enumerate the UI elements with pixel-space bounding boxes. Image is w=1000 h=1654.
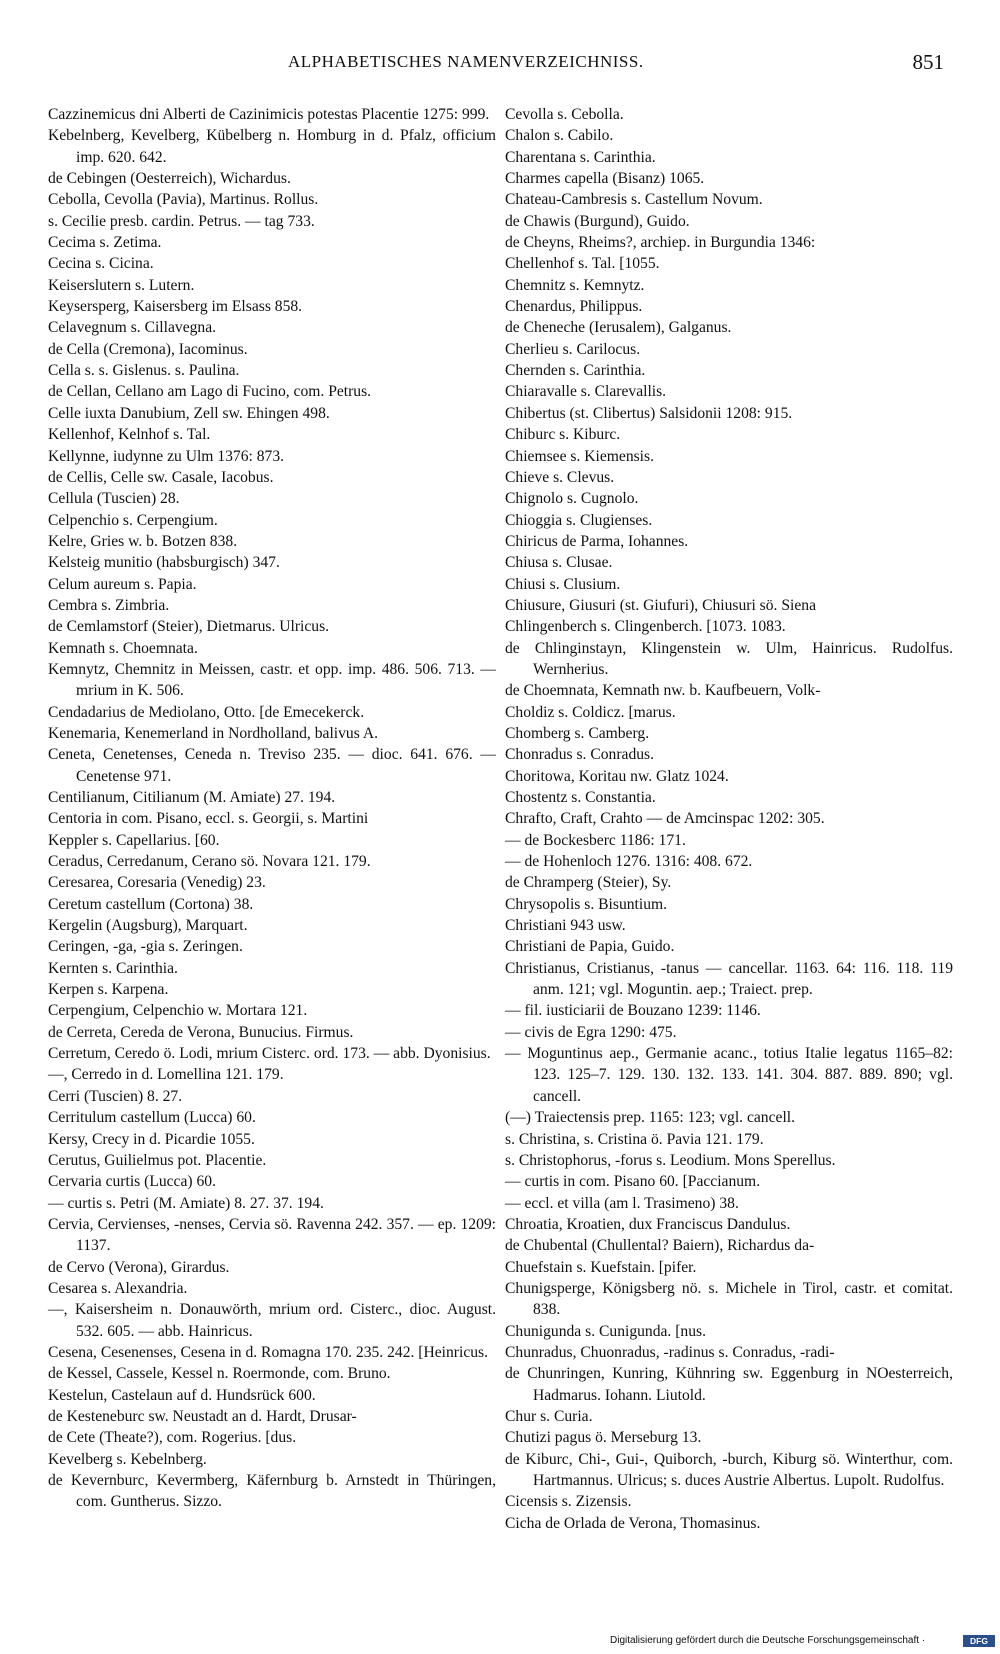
index-entry: Chellenhof s. Tal. [1055. xyxy=(505,255,660,273)
footer-credit: Digitalisierung gefördert durch die Deutsche Forschungsgemeinschaft · xyxy=(610,1635,926,1646)
page-number: 851 xyxy=(912,50,944,74)
index-entry: Choritowa, Koritau nw. Glatz 1024. xyxy=(505,767,729,785)
index-entry: — curtis in com. Pisano 60. [Paccianum. xyxy=(505,1173,761,1191)
index-entry: — curtis s. Petri (M. Amiate) 8. 27. 37. 194. xyxy=(48,1194,324,1212)
index-entry: Cerpengium, Celpenchio w. Mortara 121. xyxy=(48,1002,308,1020)
index-entry: Christiani de Papia, Guido. xyxy=(505,938,675,956)
index-entry: Kenemaria, Kenemerland in Nordholland, balivus A. xyxy=(48,724,378,742)
index-entry: Ceresarea, Coresaria (Venedig) 23. xyxy=(48,874,266,892)
index-entry: de Cellan, Cellano am Lago di Fucino, com. Petrus. xyxy=(48,383,372,401)
index-entry: Cendadarius de Mediolano, Otto. [de Emecekerck. xyxy=(48,703,365,721)
index-entry: Cecina s. Cicina. xyxy=(48,255,154,273)
index-entry: s. Christina, s. Cristina ö. Pavia 121. 179. xyxy=(505,1130,764,1148)
index-entry: Kergelin (Augsburg), Marquart. xyxy=(48,917,248,935)
index-entry: de Kevernburc, Kevermberg, Käfernburg b. Arnstedt in Thüringen, com. Guntherus. Sizzo. xyxy=(48,1472,496,1511)
index-entry: de Cellis, Celle sw. Casale, Iacobus. xyxy=(48,468,274,486)
index-entry: Cerritulum castellum (Lucca) 60. xyxy=(48,1109,256,1127)
index-entry: (—) Traiectensis prep. 1165: 123; vgl. cancell. xyxy=(505,1109,796,1127)
index-entry: de Chramperg (Steier), Sy. xyxy=(505,874,672,892)
index-entry: Centilianum, Citilianum (M. Amiate) 27. 194. xyxy=(48,789,336,806)
index-entry: Chiusa s. Clusae. xyxy=(505,554,613,572)
index-entry: Celle iuxta Danubium, Zell sw. Ehingen 498. xyxy=(48,404,330,422)
index-entry: Chateau-Cambresis s. Castellum Novum. xyxy=(505,191,763,209)
index-entry: s. Christophorus, -forus s. Leodium. Mons Sperellus. xyxy=(505,1151,836,1169)
index-entry: Chunradus, Chuonradus, -radinus s. Conradus, -radi- xyxy=(505,1343,835,1361)
index-entry: —, Cerredo in d. Lomellina 121. 179. xyxy=(48,1066,284,1084)
index-entry: Chiricus de Parma, Iohannes. xyxy=(505,532,689,550)
index-entry: Chur s. Curia. xyxy=(505,1407,593,1425)
index-entry: Chiusi s. Clusium. xyxy=(505,575,621,593)
index-entry: de Cebingen (Oesterreich), Wichardus. xyxy=(48,170,291,188)
index-entry: Chioggia s. Clugienses. xyxy=(505,511,653,529)
index-entry: de Chubental (Chullental? Baiern), Richardus da- xyxy=(505,1237,815,1255)
index-entry: — eccl. et villa (am l. Trasimeno) 38. xyxy=(505,1194,739,1212)
index-entry: Celum aureum s. Papia. xyxy=(48,575,197,593)
index-entry: Kevelberg s. Kebelnberg. xyxy=(48,1450,207,1468)
index-entry: de Kiburc, Chi-, Gui-, Quiborch, -burch, Kiburg sö. Winterthur, com. Hartmannus. Ulricus; s. duces Austrie Albertus. Lupolt. Rudolfus. xyxy=(505,1450,953,1489)
index-entry: Choldiz s. Coldicz. [marus. xyxy=(505,703,676,721)
index-entry: Kemnytz, Chemnitz in Meissen, castr. et opp. imp. 486. 506. 713. — mrium in K. 506. xyxy=(48,660,496,700)
index-entry: Keiserslutern s. Lutern. xyxy=(48,276,195,294)
index-entry: Kellenhof, Kelnhof s. Tal. xyxy=(48,426,211,444)
index-entry: Chemnitz s. Kemnytz. xyxy=(505,276,645,294)
index-entry: Chalon s. Cabilo. xyxy=(505,127,614,145)
index-entry: de Chunringen, Kunring, Kühnring sw. Eggenburg in NOesterreich, Hadmarus. Iohann. Liutold. xyxy=(505,1365,953,1404)
index-entry: Chignolo s. Cugnolo. xyxy=(505,490,639,508)
index-entry: de Cemlamstorf (Steier), Dietmarus. Ulricus. xyxy=(48,618,330,636)
index-entry: Cellula (Tuscien) 28. xyxy=(48,490,180,508)
index-entry: Kelre, Gries w. b. Botzen 838. xyxy=(48,532,238,550)
index-entry: Kersy, Crecy in d. Picardie 1055. xyxy=(48,1130,255,1148)
index-entry: Ceretum castellum (Cortona) 38. xyxy=(48,895,254,913)
index-entry: de Choemnata, Kemnath nw. b. Kaufbeuern, Volk- xyxy=(505,682,821,700)
footer xyxy=(610,1635,995,1649)
index-entry: Cesarea s. Alexandria. xyxy=(48,1279,188,1297)
index-entry: Christiani 943 usw. xyxy=(505,917,626,935)
index-entry: Kebelnberg, Kevelberg, Kübelberg n. Homburg in d. Pfalz, officium imp. 620. 642. xyxy=(48,127,496,166)
index-entry: Chroatia, Kroatien, dux Franciscus Dandulus. xyxy=(505,1215,791,1233)
index-entry: Kelsteig munitio (habsburgisch) 347. xyxy=(48,554,280,572)
index-entry: Chonradus s. Conradus. xyxy=(505,746,655,764)
left-column xyxy=(48,104,496,1513)
index-entry: Keysersperg, Kaisersberg im Elsass 858. xyxy=(48,298,303,316)
index-entry: de Chawis (Burgund), Guido. xyxy=(505,212,690,230)
index-entry: — civis de Egra 1290: 475. xyxy=(505,1023,677,1041)
index-entry: Cicha de Orlada de Verona, Thomasinus. xyxy=(505,1514,761,1532)
index-entry: Chernden s. Carinthia. xyxy=(505,362,646,380)
index-entry: Chiemsee s. Kiemensis. xyxy=(505,447,654,465)
dfg-logo: DFG xyxy=(963,1635,995,1647)
index-entry: de Kesteneburc sw. Neustadt an d. Hardt, Drusar- xyxy=(48,1407,357,1425)
index-entry: Kestelun, Castelaun auf d. Hundsrück 600. xyxy=(48,1386,316,1404)
index-entry: Cerretum, Ceredo ö. Lodi, mrium Cisterc. ord. 173. — abb. Dyonisius. xyxy=(48,1045,491,1063)
right-column xyxy=(505,104,953,1534)
page-header xyxy=(48,50,944,76)
index-entry: Cella s. s. Gislenus. s. Paulina. xyxy=(48,362,240,380)
index-entry: Cevolla s. Cebolla. xyxy=(505,106,624,123)
index-entry: Ceradus, Cerredanum, Cerano sö. Novara 121. 179. xyxy=(48,853,371,871)
index-entry: Chieve s. Clevus. xyxy=(505,468,615,486)
index-entry: Cazzinemicus dni Alberti de Cazinimicis potestas Placentie 1275: 999. xyxy=(48,106,490,123)
index-entry: Cesena, Cesenenses, Cesena in d. Romagna 170. 235. 242. [Heinricus. xyxy=(48,1343,488,1361)
index-entry: de Cheyns, Rheims?, archiep. in Burgundia 1346: xyxy=(505,234,816,252)
index-entry: Kemnath s. Choemnata. xyxy=(48,639,198,657)
index-entry: — de Bockesberc 1186: 171. xyxy=(505,831,686,849)
index-entry: de Cerreta, Cereda de Verona, Bunucius. Firmus. xyxy=(48,1023,354,1041)
index-entry: — de Hohenloch 1276. 1316: 408. 672. xyxy=(505,853,753,871)
index-entry: Chunigsperge, Königsberg nö. s. Michele in Tirol, castr. et comitat. 838. xyxy=(505,1279,953,1319)
index-entry: s. Cecilie presb. cardin. Petrus. — tag 733. xyxy=(48,212,315,230)
index-entry: Chiaravalle s. Clarevallis. xyxy=(505,383,667,401)
index-entry: Kellynne, iudynne zu Ulm 1376: 873. xyxy=(48,447,285,465)
index-entry: Cembra s. Zimbria. xyxy=(48,596,170,614)
index-entry: Chostentz s. Constantia. xyxy=(505,789,656,806)
index-entry: Cherlieu s. Carilocus. xyxy=(505,340,641,358)
index-entry: Chuefstain s. Kuefstain. [pifer. xyxy=(505,1258,697,1276)
index-entry: Cebolla, Cevolla (Pavia), Martinus. Rollus. xyxy=(48,191,319,209)
index-entry: Keppler s. Capellarius. [60. xyxy=(48,831,220,849)
index-entry: —, Kaisersheim n. Donauwörth, mrium ord. Cisterc., dioc. August. 532. 605. — abb. Hainricus. xyxy=(48,1301,496,1340)
index-entry: Chiburc s. Kiburc. xyxy=(505,426,621,444)
index-entry: Ceringen, -ga, -gia s. Zeringen. xyxy=(48,938,243,956)
index-entry: Chibertus (st. Clibertus) Salsidonii 1208: 915. xyxy=(505,404,793,422)
index-entry: Cervaria curtis (Lucca) 60. xyxy=(48,1173,216,1191)
index-entry: Chrysopolis s. Bisuntium. xyxy=(505,895,668,913)
index-entry: Charentana s. Carinthia. xyxy=(505,148,656,166)
index-entry: de Kessel, Cassele, Kessel n. Roermonde, com. Bruno. xyxy=(48,1365,391,1383)
index-entry: Cervia, Cervienses, -nenses, Cervia sö. Ravenna 242. 357. — ep. 1209: 1137. xyxy=(48,1215,496,1255)
page-title: ALPHABETISCHES NAMENVERZEICHNISS. xyxy=(288,52,644,71)
index-entry: de Cete (Theate?), com. Rogerius. [dus. xyxy=(48,1429,297,1447)
index-entry: — Moguntinus aep., Germanie acanc., totius Italie legatus 1165–82: 123. 125–7. 129. 130. 132. 133. 141. 304. 887. 889. 890; vgl. cancell. xyxy=(505,1045,953,1105)
index-entry: de Cheneche (Ierusalem), Galganus. xyxy=(505,319,732,337)
index-entry: Christianus, Cristianus, -tanus — cancellar. 1163. 64: 116. 118. 119 anm. 121; vgl. Moguntin. aep.; Traiect. prep. xyxy=(505,959,953,999)
index-entry: Chenardus, Philippus. xyxy=(505,298,643,316)
index-entry: de Chlinginstayn, Klingenstein w. Ulm, Hainricus. Rudolfus. Wernherius. xyxy=(505,639,953,678)
index-entry: de Cervo (Verona), Girardus. xyxy=(48,1258,230,1276)
index-entry: Chomberg s. Camberg. xyxy=(505,724,650,742)
index-entry: Cerri (Tuscien) 8. 27. xyxy=(48,1087,183,1105)
index-entry: Chlingenberch s. Clingenberch. [1073. 1083. xyxy=(505,618,786,636)
index-entry: Cecima s. Zetima. xyxy=(48,234,162,252)
index-entry: Chrafto, Craft, Crahto — de Amcinspac 1202: 305. xyxy=(505,810,825,828)
index-entry: Cicensis s. Zizensis. xyxy=(505,1493,632,1511)
index-entry: — fil. iusticiarii de Bouzano 1239: 1146. xyxy=(505,1002,761,1020)
index-entry: Celavegnum s. Cillavegna. xyxy=(48,319,217,337)
index-entry: Chutizi pagus ö. Merseburg 13. xyxy=(505,1429,702,1447)
index-entry: Chunigunda s. Cunigunda. [nus. xyxy=(505,1322,706,1340)
index-entry: de Cella (Cremona), Iacominus. xyxy=(48,340,248,358)
index-entry: Charmes capella (Bisanz) 1065. xyxy=(505,170,705,188)
index-entry: Kernten s. Carinthia. xyxy=(48,959,178,977)
index-entry: Cerutus, Guilielmus pot. Placentie. xyxy=(48,1151,267,1169)
index-entry: Centoria in com. Pisano, eccl. s. Georgii, s. Martini xyxy=(48,810,369,828)
index-entry: Ceneta, Cenetenses, Ceneda n. Treviso 235. — dioc. 641. 676. — Cenetense 971. xyxy=(48,746,496,785)
index-entry: Chiusure, Giusuri (st. Giufuri), Chiusuri sö. Siena xyxy=(505,596,816,614)
index-entry: Kerpen s. Karpena. xyxy=(48,981,169,999)
index-entry: Celpenchio s. Cerpengium. xyxy=(48,511,218,529)
